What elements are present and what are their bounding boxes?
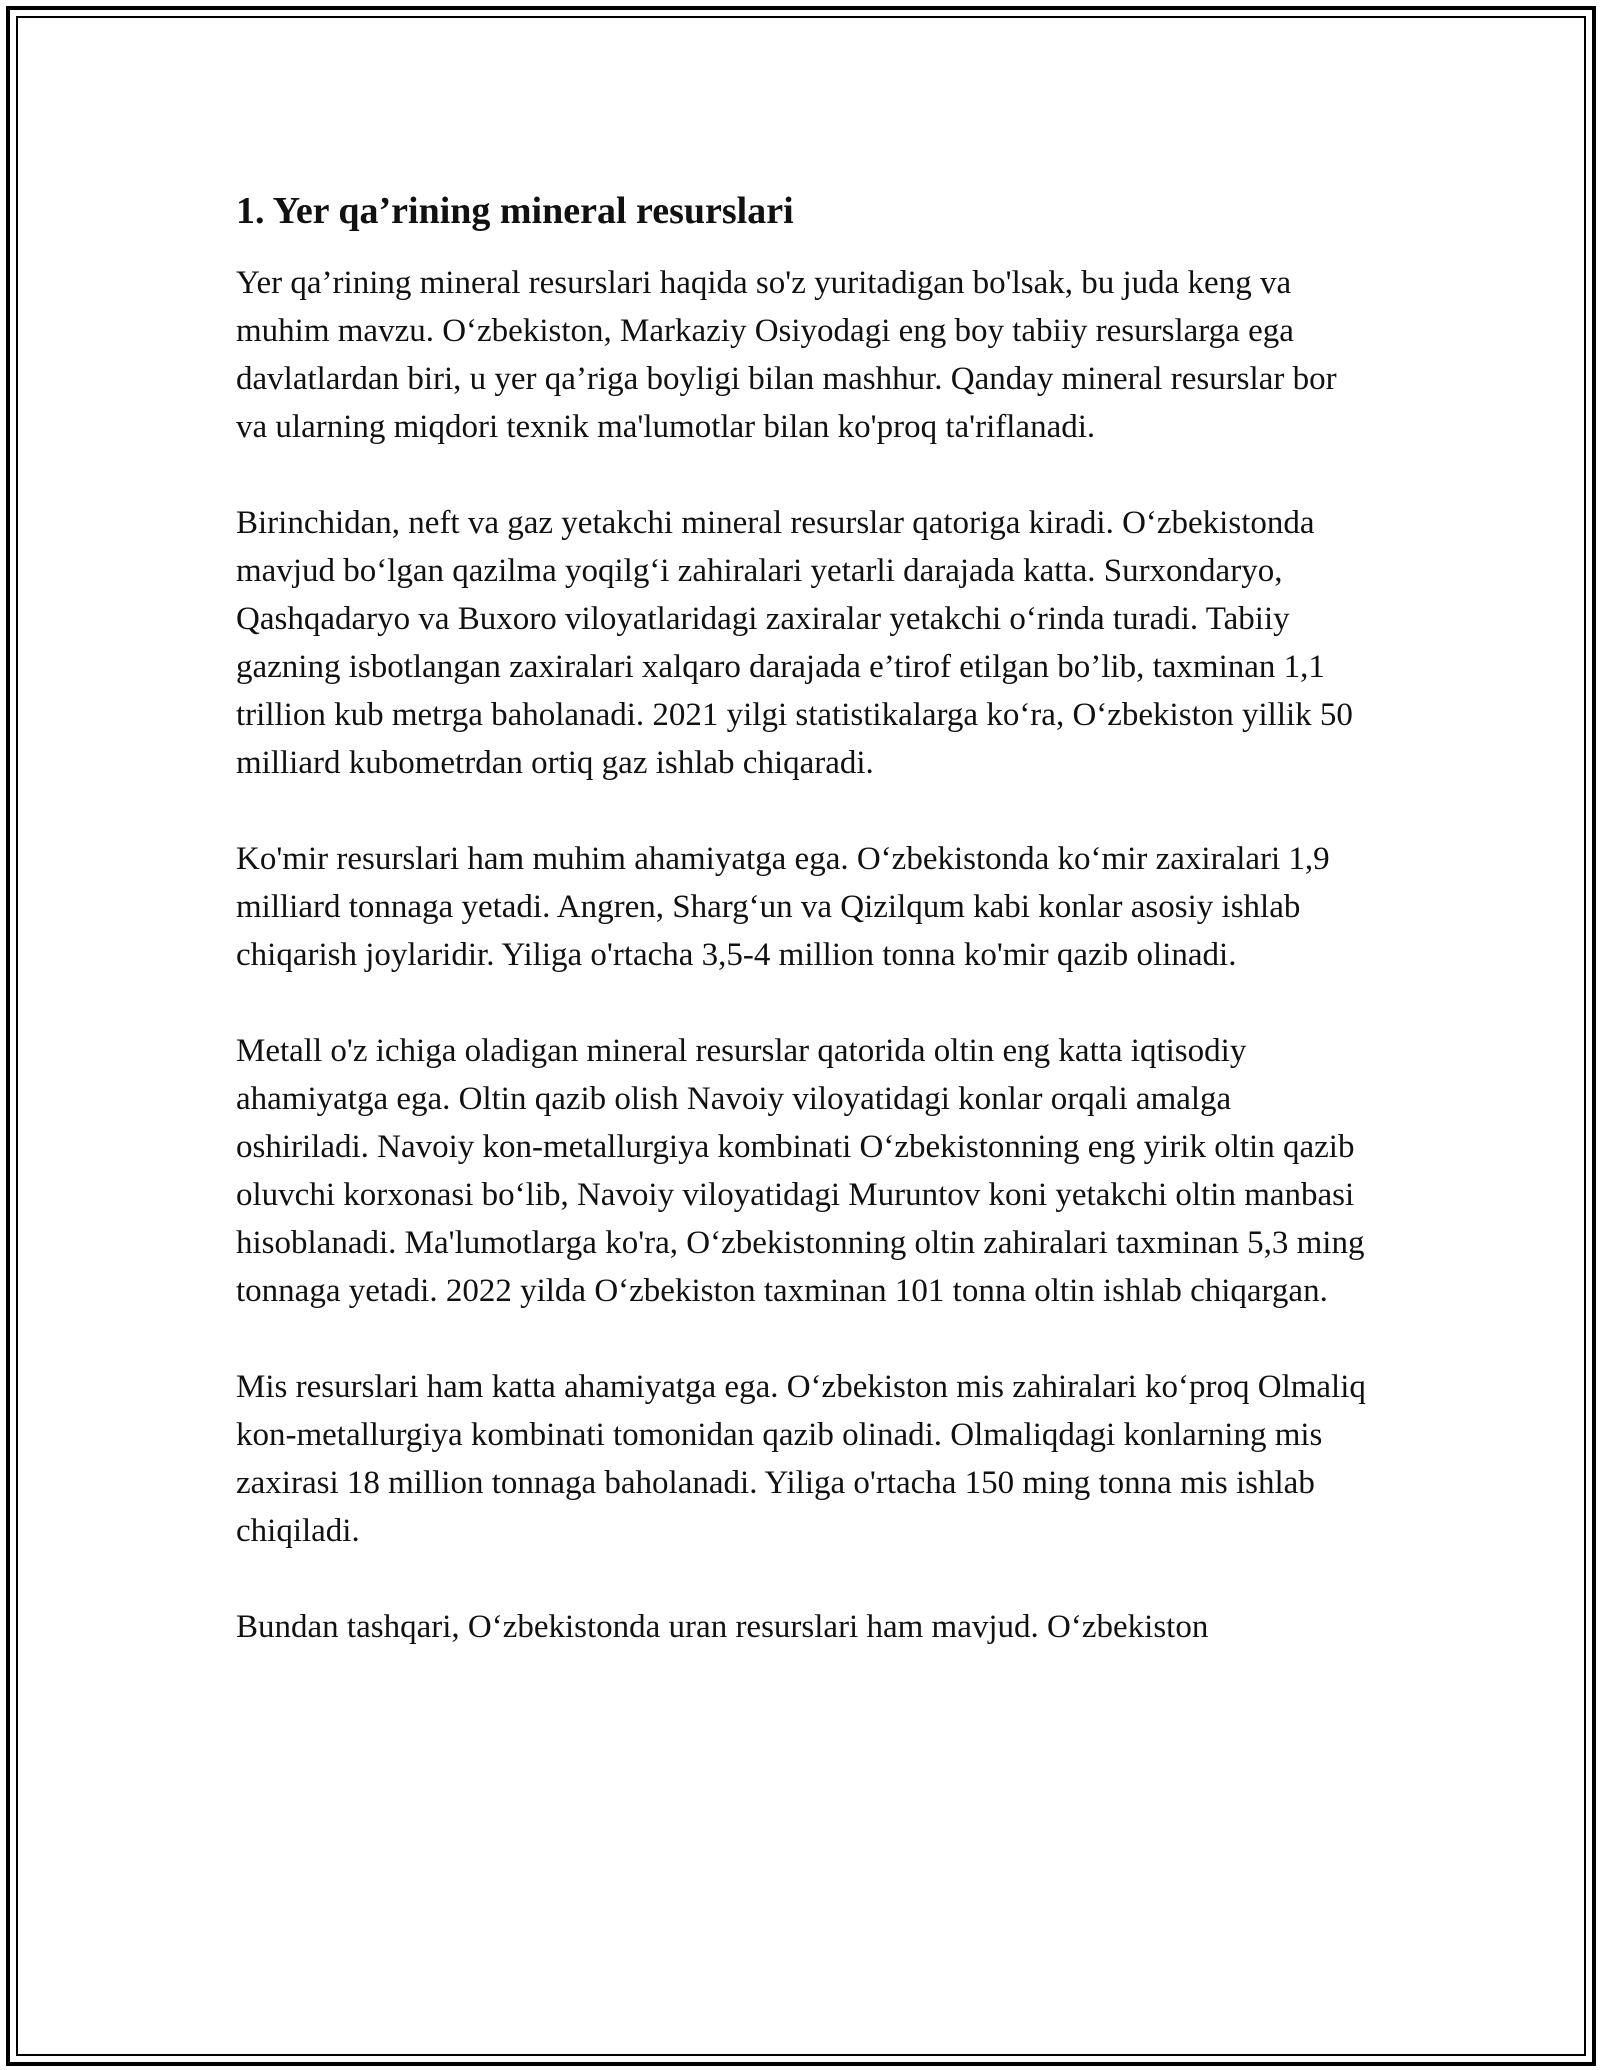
paragraph-intro: Yer qa’rining mineral resurslari haqida so'z yuritadigan bo'lsak, bu juda keng va muhim mavzu. O‘zbekiston, Markaziy Osiyodagi eng boy tabiiy resurslarga ega davlatlardan biri, u yer qa’riga boyligi bilan mashhur. Qanday mineral resurslar bor va ularning miqdori texnik ma'lumotlar bilan ko'proq ta'riflanadi. <box>236 265 1337 445</box>
document-body <box>236 187 1366 1699</box>
paragraph-coal: Ko'mir resurslari ham muhim ahamiyatga ega. O‘zbekistonda ko‘mir zaxiralari 1,9 milliard tonnaga yetadi. Angren, Sharg‘un va Qizilqum kabi konlar asosiy ishlab chiqarish joylaridir. Yiliga o'rtacha 3,5-4 million tonna ko'mir qazib olinadi. <box>236 841 1330 973</box>
paragraph-copper: Mis resurslari ham katta ahamiyatga ega. O‘zbekiston mis zahiralari ko‘proq Olmaliq kon-metallurgiya kombinati tomonidan qazib olinadi. Olmaliqdagi konlarning mis zaxirasi 18 million tonnaga baholanadi. Yiliga o'rtacha 150 ming tonna mis ishlab chiqiladi. <box>236 1369 1366 1549</box>
paragraph-gold: Metall o'z ichiga oladigan mineral resurslar qatorida oltin eng katta iqtisodiy ahamiyatga ega. Oltin qazib olish Navoiy viloyatidagi konlar orqali amalga oshiriladi. Navoiy kon-metallurgiya kombinati O‘zbekistonning eng yirik oltin qazib oluvchi korxonasi bo‘lib, Navoiy viloyatidagi Muruntov koni yetakchi oltin manbasi hisoblanadi. Ma'lumotlarga ko'ra, O‘zbekistonning oltin zahiralari taxminan 5,3 ming tonnaga yetadi. 2022 yilda O‘zbekiston taxminan 101 tonna oltin ishlab chiqargan. <box>236 1033 1365 1309</box>
paragraph-uranium: Bundan tashqari, O‘zbekistonda uran resurslari ham mavjud. O‘zbekiston <box>236 1609 1209 1645</box>
paragraph-oil-gas: Birinchidan, neft va gaz yetakchi mineral resurslar qatoriga kiradi. O‘zbekistonda mavjud bo‘lgan qazilma yoqilg‘i zahiralari yetarli darajada katta. Surxondaryo, Qashqadaryo va Buxoro viloyatlaridagi zaxiralar yetakchi o‘rinda turadi. Tabiiy gazning isbotlangan zaxiralari xalqaro darajada e’tirof etilgan bo’lib, taxminan 1,1 trillion kub metrga baholanadi. 2021 yilgi statistikalarga ko‘ra, O‘zbekiston yillik 50 milliard kubometrdan ortiq gaz ishlab chiqaradi. <box>236 505 1353 781</box>
document-title: 1. Yer qa’rining mineral resurslari <box>236 190 794 232</box>
